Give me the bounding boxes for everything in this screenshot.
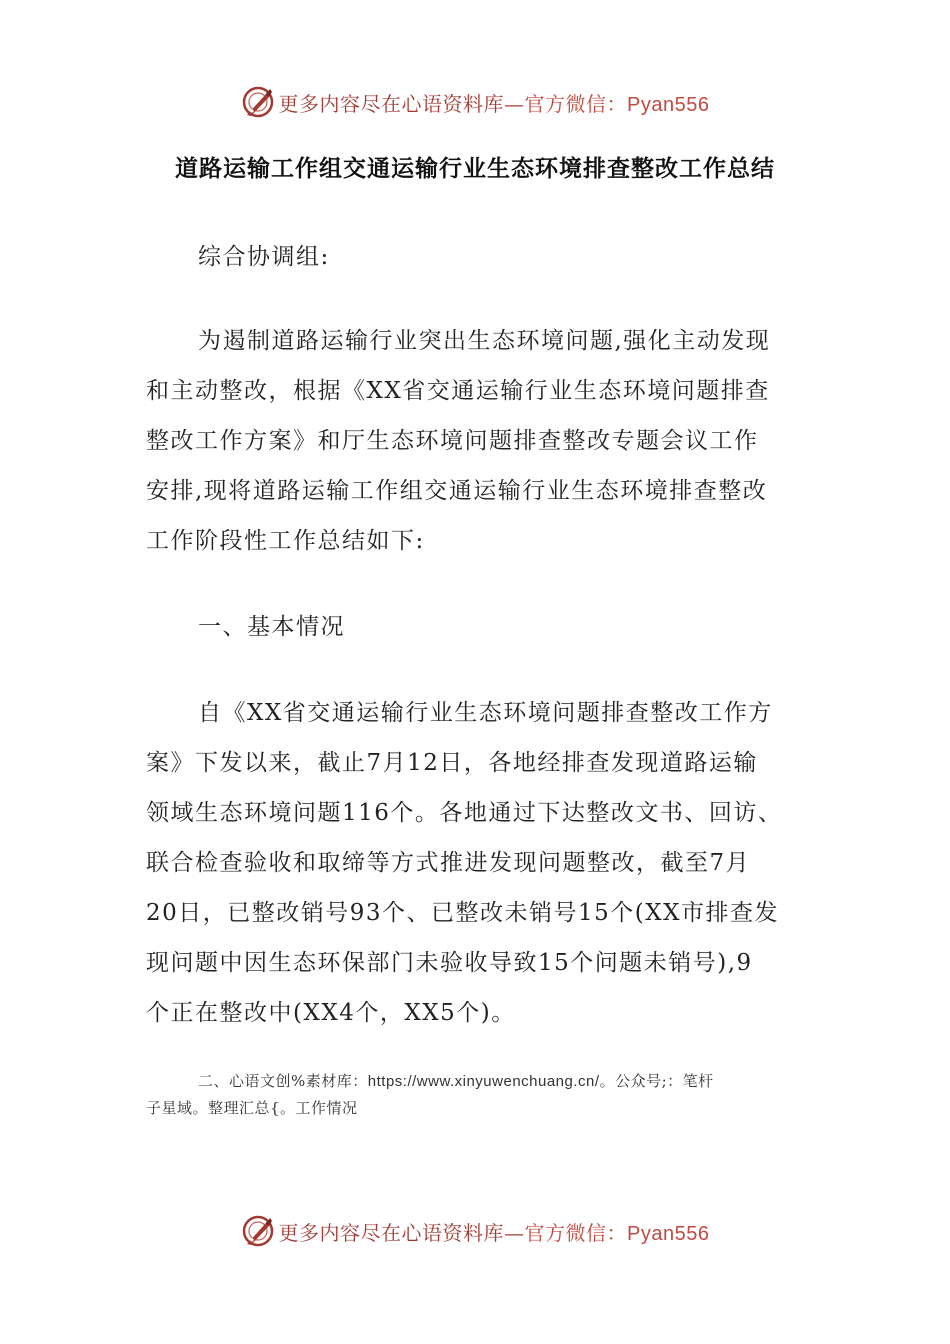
intro-paragraph (146, 316, 802, 566)
banner-contact: 官方微信：Pyan556 (524, 1222, 710, 1245)
section-two-note (146, 1068, 806, 1122)
paragraph-line: 为遏制道路运输行业突出生态环境问题,强化主动发现 (198, 328, 771, 354)
salutation: 综合协调组: (198, 244, 330, 270)
pen-nib-logo-icon (241, 85, 275, 119)
banner-text (279, 88, 710, 117)
section-heading-basic: 一、基本情况 (198, 614, 345, 640)
document-title: 道路运输工作组交通运输行业生态环境排查整改工作总结 (175, 156, 775, 182)
note-line-2: 子星域。整理汇总{。工作情况 (146, 1099, 358, 1117)
note-url-link[interactable]: https://www.xinyuwenchuang.cn/ (367, 1073, 600, 1090)
paragraph-line: 现问题中因生态环保部门未验收导致15个问题未销号),9 (146, 950, 753, 976)
paragraph-line: 整改工作方案》和厅生态环境问题排查整改专题会议工作 (146, 428, 759, 454)
note-prefix: 二、心语文创%素材库： (198, 1072, 368, 1090)
paragraph-line: 案》下发以来，截止7月12日，各地经排查发现道路运输 (146, 750, 758, 776)
basic-situation-paragraph (146, 688, 802, 1038)
pen-nib-logo-icon (241, 1214, 275, 1248)
header-banner (0, 82, 950, 122)
paragraph-line: 联合检查验收和取缔等方式推进发现问题整改，截至7月 (146, 850, 751, 876)
paragraph-line: 20日，已整改销号93个、已整改未销号15个(XX市排查发 (146, 900, 780, 926)
paragraph-line: 和主动整改，根据《XX省交通运输行业生态环境问题排查 (146, 378, 770, 404)
paragraph-line: 自《XX省交通运输行业生态环境问题排查整改工作方 (198, 700, 773, 726)
footer-banner (0, 1211, 950, 1251)
paragraph-line: 领域生态环境问题116个。各地通过下达整改文书、回访、 (146, 800, 783, 826)
paragraph-line: 工作阶段性工作总结如下: (146, 528, 425, 554)
note-suffix: 。公众号;：笔杆 (599, 1072, 714, 1090)
paragraph-line: 个正在整改中(XX4个，XX5个)。 (146, 1000, 516, 1026)
paragraph-line: 安排,现将道路运输工作组交通运输行业生态环境排查整改 (146, 478, 768, 504)
banner-contact: 官方微信：Pyan556 (524, 93, 710, 116)
banner-slogan: 更多内容尽在心语资料库— (278, 1220, 525, 1245)
banner-text (279, 1217, 710, 1246)
banner-slogan: 更多内容尽在心语资料库— (278, 91, 525, 116)
